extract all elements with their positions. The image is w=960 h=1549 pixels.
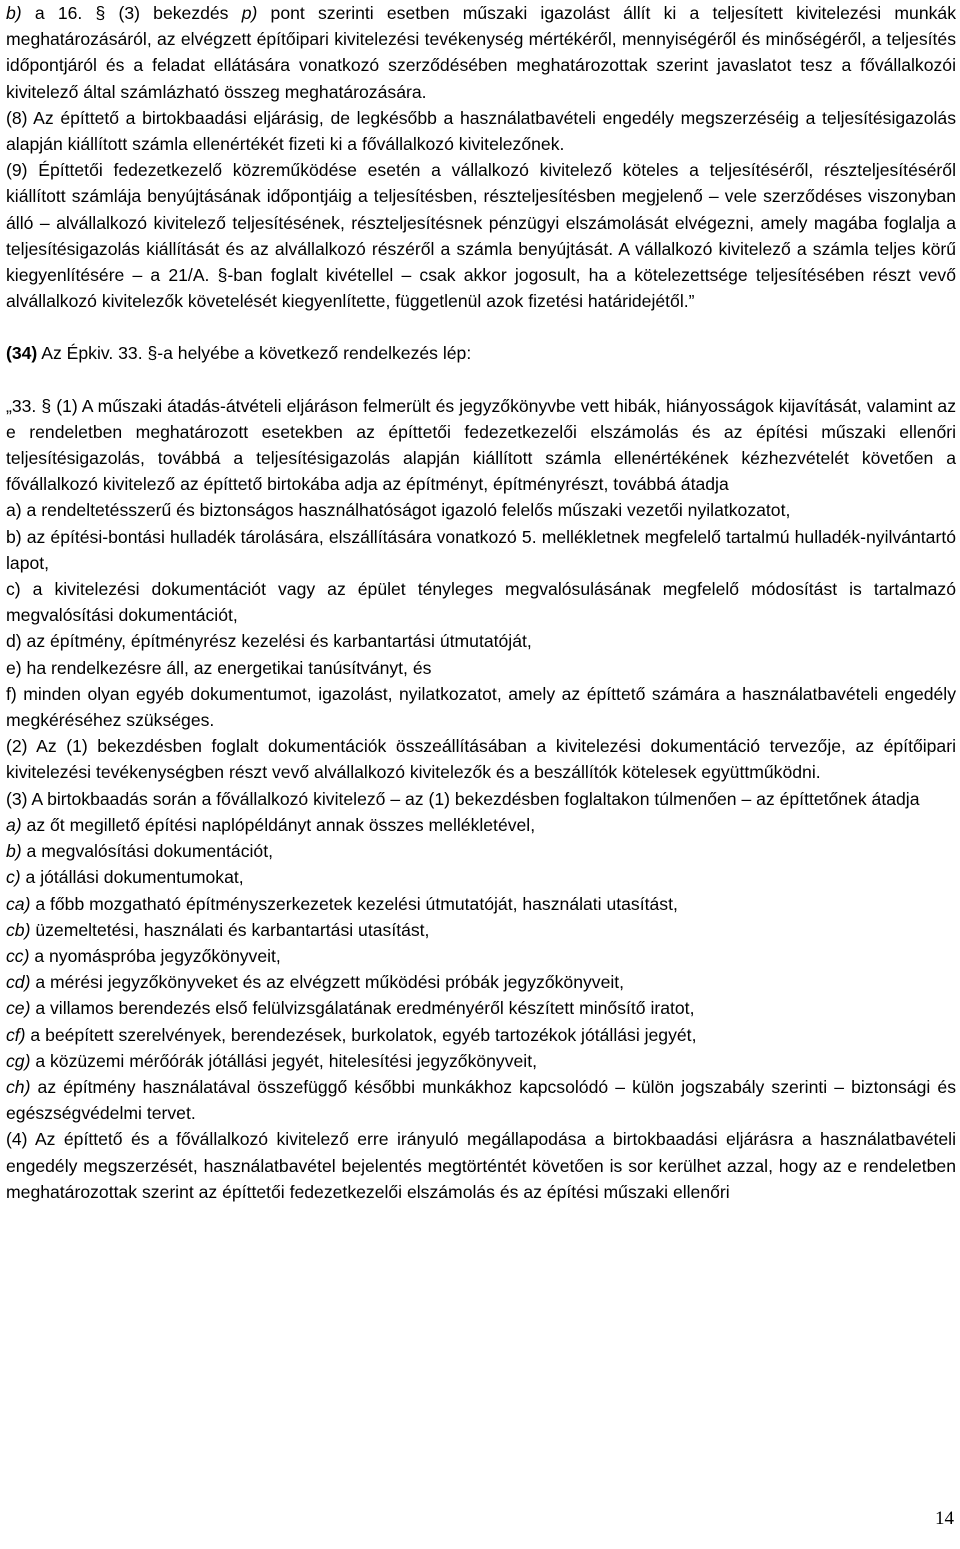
list-item bbox=[6, 917, 956, 943]
item-label: ca) bbox=[6, 893, 31, 914]
item-label: cd) bbox=[6, 972, 31, 993]
paragraph-34 bbox=[6, 340, 956, 366]
item-label: ce) bbox=[6, 998, 31, 1019]
item-text: a közüzemi mérőórák jótállási jegyét, hitelesítési jegyzőkönyveit, bbox=[30, 1050, 537, 1071]
paragraph-9: (9) Építtetői fedezetkezelő közreműködése esetén a vállalkozó kivitelező köteles a teljesítéséről, részteljesítéséről kiállított számlája benyújtásának időpontjáig a teljesítésben, részteljesítésben megjelenő – vele szerződéses viszonyban álló – alvállalkozó kivitelező teljesítésének, részteljesítésnek pénzügyi elszámolását elvégezni, amely magába foglalja a teljesítésigazolás kiállítását és az alvállalkozó részéről a számla benyújtását. A vállalkozó kivitelező a számla teljes körű kiegyenlítésére – a 21/A. §-ban foglalt kivétellel – csak akkor jogosult, ha a kötelezettsége teljesítésében részt vevő alvállalkozó kivitelezők követelését kiegyenlítette, függetlenül azok fizetési határidejétől.” bbox=[6, 160, 956, 312]
item-label: cb) bbox=[6, 919, 31, 940]
paragraph-b16 bbox=[6, 0, 956, 105]
item-label: ch) bbox=[6, 1076, 31, 1097]
item-text: az építmény használatával összefüggő későbbi munkákhoz kapcsolódó – külön jogszabály szerinti – biztonsági és egészségvédelmi tervet. bbox=[6, 1076, 956, 1124]
item-text: a főbb mozgatható építményszerkezetek kezelési útmutatóját, használati utasítást, bbox=[30, 893, 678, 914]
paragraph-33-4: (4) Az építtető és a fővállalkozó kivitelező erre irányuló megállapodása a birtokbaadási eljárásra a használatbavételi engedély megszerzését, használatbavétel bejelentés megtörténtét követően is sor kerülhet azzal, hogy az e rendeletben meghatározottak szerint az építtetői fedezetkezelői elszámolás és az építési műszaki ellenőri bbox=[6, 1129, 956, 1202]
paragraph-33-3: (3) A birtokbaadás során a fővállalkozó kivitelező – az (1) bekezdésben foglaltakon túlmenően – az építtetőnek átadja bbox=[6, 788, 920, 809]
item-text: a nyomáspróba jegyzőkönyveit, bbox=[29, 945, 281, 966]
item-text: üzemeltetési, használati és karbantartási utasítást, bbox=[30, 919, 430, 940]
list-item: c) a kivitelezési dokumentációt vagy az épület tényleges megvalósulásának megfelelő módosítást is tartalmazó megvalósítási dokumentációt, bbox=[6, 579, 956, 626]
item-text: a mérési jegyzőkönyveket és az elvégzett működési próbák jegyzőkönyveit, bbox=[30, 972, 625, 993]
list-item bbox=[6, 838, 956, 864]
list-item: e) ha rendelkezésre áll, az energetikai tanúsítványt, és bbox=[6, 657, 432, 678]
list-item bbox=[6, 1022, 956, 1048]
item-label: b) bbox=[6, 841, 22, 862]
list-item bbox=[6, 891, 956, 917]
item-text: a megvalósítási dokumentációt, bbox=[21, 841, 273, 862]
item-label: cg) bbox=[6, 1050, 31, 1071]
item-label: a) bbox=[6, 814, 22, 835]
list-item: a) a rendeltetésszerű és biztonságos használhatóságot igazoló felelős műszaki vezetői nyilatkozatot, bbox=[6, 500, 791, 521]
document-page bbox=[6, 0, 956, 1205]
section-number: (34) bbox=[6, 343, 38, 364]
item-label: b) bbox=[6, 3, 22, 23]
list-item: b) az építési-bontási hulladék tárolására, elszállítására vonatkozó 5. mellékletnek megfelelő tartalmú hulladék-nyilvántartó lapot, bbox=[6, 526, 956, 573]
paragraph-33-1: „33. § (1) A műszaki átadás-átvételi eljáráson felmerült és jegyzőkönyvbe vett hibák, hiányosságok kijavítását, valamint az e rendeletben meghatározott esetekben az építtetői fedezetkezelői elszámolás és az építési műszaki ellenőri teljesítésigazolás, továbbá a teljesítésigazolás alapján kiállított számla ellenértékének kézhezvételét követően a fővállalkozó kivitelező az építtető birtokába adja az építményt, építményrészt, továbbá átadja bbox=[6, 395, 956, 495]
paragraph-text: a 16. § (3) bekezdés bbox=[21, 3, 242, 23]
list-item bbox=[6, 943, 956, 969]
list-item bbox=[6, 969, 956, 995]
item-text: a beépített szerelvények, berendezések, burkolatok, egyéb tartozékok jótállási jegyét, bbox=[25, 1024, 697, 1045]
item-text: az őt megillető építési naplópéldányt annak összes mellékletével, bbox=[21, 814, 536, 835]
item-label: c) bbox=[6, 867, 21, 888]
spacer bbox=[6, 367, 956, 393]
item-label: cc) bbox=[6, 945, 30, 966]
list-item: f) minden olyan egyéb dokumentumot, igazolást, nyilatkozatot, amely az építtető számára a használatbavételi engedély megkéréséhez szükséges. bbox=[6, 683, 956, 731]
paragraph-text: pont szerinti esetben műszaki igazolást állít ki a teljesített kivitelezési munkák meghatározásáról, az elvégzett építőipari kivitelezési tevékenység mértékéről, mennyiségéről és minőségéről, a teljesítés időpontjáról és a feladat ellátására vonatkozó szerződésében meghatározottak szerint javaslatot tesz a fővállalkozói kivitelező által számlázható összeg meghatározására. bbox=[6, 3, 956, 102]
list-item bbox=[6, 1074, 956, 1126]
list-item bbox=[6, 1048, 956, 1074]
item-text: a villamos berendezés első felülvizsgálatának eredményéről készített minősítő iratot, bbox=[30, 998, 695, 1019]
paragraph-33-2: (2) Az (1) bekezdésben foglalt dokumentációk összeállításában a kivitelezési dokumentáció tervezője, az építőipari kivitelezési tevékenységben részt vevő alvállalkozó kivitelezők és a beszállítók kötelesek együttműködni. bbox=[6, 736, 956, 783]
page-number: 14 bbox=[935, 1508, 954, 1529]
item-label: p) bbox=[241, 3, 258, 23]
list-item: d) az építmény, építményrész kezelési és karbantartási útmutatóját, bbox=[6, 631, 532, 652]
item-label: cf) bbox=[6, 1024, 26, 1045]
list-item bbox=[6, 812, 956, 838]
paragraph-8: (8) Az építtető a birtokbaadási eljárásig, de legkésőbb a használatbavételi engedély megszerzéséig a teljesítésigazolás alapján kiállított számla ellenértékét fizeti ki a fővállalkozó kivitelezőnek. bbox=[6, 107, 956, 155]
list-item bbox=[6, 995, 956, 1021]
paragraph-text: Az Épkiv. 33. §-a helyébe a következő rendelkezés lép: bbox=[37, 343, 472, 364]
spacer bbox=[6, 314, 956, 340]
list-item bbox=[6, 864, 956, 890]
item-text: a jótállási dokumentumokat, bbox=[20, 867, 244, 888]
